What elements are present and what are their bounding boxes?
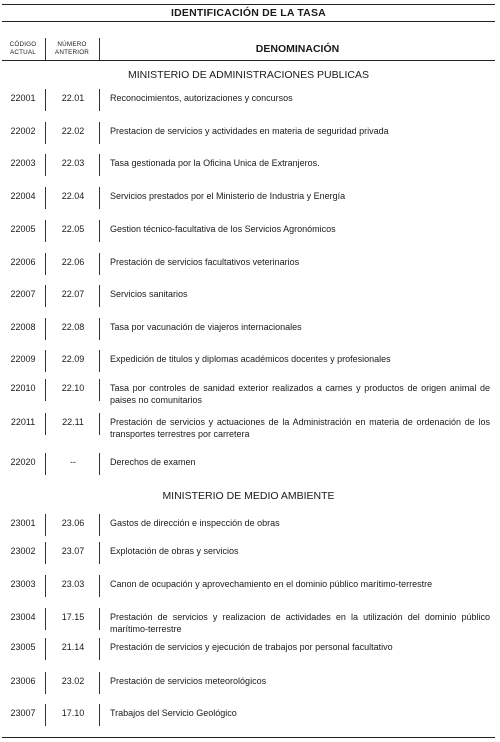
row-previous-number: 22.04	[61, 191, 85, 201]
row-denomination: Derechos de examen	[110, 457, 196, 467]
row-code: 22007	[10, 289, 36, 299]
row-code: 23002	[10, 546, 36, 556]
row-denomination: Tasa gestionada por la Oficina Unica de Extranjeros.	[110, 158, 320, 168]
row-previous-number: 22.05	[61, 224, 85, 234]
row-denomination: Gestion técnico-facultativa de los Servicios Agronómicos	[110, 224, 336, 234]
row-divider-prev	[99, 542, 100, 564]
row-divider-code	[45, 413, 46, 435]
row-denomination: Prestación de servicios y ejecución de trabajos por personal facultativo	[110, 642, 393, 652]
row-divider-prev	[99, 154, 100, 176]
row-previous-number: 22.07	[61, 289, 85, 299]
row-previous-number: 23.06	[61, 518, 85, 528]
row-divider-prev	[99, 575, 100, 597]
row-divider-code	[45, 122, 46, 144]
column-header-row	[2, 38, 495, 61]
row-code: 22009	[10, 354, 36, 364]
row-code: 23005	[10, 642, 36, 652]
row-denomination: Prestación de servicios meteorológicos	[110, 676, 267, 686]
row-denomination: Explotación de obras y servicios	[110, 546, 239, 556]
row-divider-code	[45, 253, 46, 275]
row-divider-code	[45, 704, 46, 726]
row-divider-prev	[99, 672, 100, 694]
row-divider-code	[45, 453, 46, 475]
table-title: IDENTIFICACIÓN DE LA TASA	[2, 5, 495, 22]
row-denomination: Gastos de dirección e inspección de obras	[110, 518, 280, 528]
column-divider-2	[99, 38, 100, 61]
row-divider-code	[45, 318, 46, 340]
row-divider-prev	[99, 285, 100, 307]
row-previous-number: 22.08	[61, 322, 85, 332]
row-denomination: Expedición de titulos y diplomas académicos docentes y profesionales	[110, 354, 391, 364]
row-previous-number: 22.06	[61, 257, 85, 267]
row-denomination: Tasa por controles de sanidad exterior realizados a carnes y productos de origen animal de paises no comunitarios	[110, 383, 490, 405]
row-divider-prev	[99, 220, 100, 242]
row-previous-number: 23.07	[61, 546, 85, 556]
row-denomination: Trabajos del Servicio Geológico	[110, 708, 237, 718]
column-header-code-line2: ACTUAL	[9, 49, 37, 56]
row-divider-code	[45, 220, 46, 242]
section-title: MINISTERIO DE MEDIO AMBIENTE	[162, 490, 335, 502]
row-code: 23003	[10, 579, 36, 589]
row-code: 22011	[10, 417, 36, 427]
row-previous-number: 22.10	[61, 383, 85, 393]
row-previous-number: 22.02	[61, 126, 85, 136]
row-previous-number: 22.09	[61, 354, 85, 364]
row-divider-prev	[99, 638, 100, 660]
row-divider-prev	[99, 413, 100, 435]
row-divider-code	[45, 575, 46, 597]
row-code: 22004	[10, 191, 36, 201]
row-denomination: Canon de ocupación y aprovechamiento en el dominio público marítimo-terrestre	[110, 579, 433, 589]
row-denomination: Reconocimientos, autorizaciones y concursos	[110, 93, 293, 103]
row-code: 23007	[10, 708, 36, 718]
row-divider-prev	[99, 318, 100, 340]
section-title: MINISTERIO DE ADMINISTRACIONES PUBLICAS	[128, 69, 369, 81]
row-divider-code	[45, 154, 46, 176]
row-code: 22010	[10, 383, 36, 393]
row-divider-code	[45, 608, 46, 630]
row-divider-code	[45, 514, 46, 536]
row-divider-code	[45, 89, 46, 111]
row-code: 22001	[10, 93, 36, 103]
row-previous-number: 22.11	[62, 417, 84, 427]
row-denomination: Servicios prestados por el Ministerio de Industria y Energía	[110, 191, 346, 201]
row-denomination: Prestación de servicios y realizacion de actividades en la utilización del dominio público marítimo-terrestre	[110, 612, 490, 634]
row-divider-prev	[99, 253, 100, 275]
column-header-prev-line1: NÚMERO	[57, 41, 87, 48]
row-divider-prev	[99, 350, 100, 372]
column-header-prev-line2: ANTERIOR	[54, 49, 90, 56]
column-divider-1	[45, 38, 46, 61]
column-header-prev	[47, 41, 97, 57]
row-code: 22002	[10, 126, 36, 136]
row-divider-prev	[99, 122, 100, 144]
row-code: 23006	[10, 676, 36, 686]
row-divider-code	[45, 638, 46, 660]
row-code: 22005	[10, 224, 36, 234]
row-divider-code	[45, 542, 46, 564]
row-denomination: Prestación de servicios facultativos veterinarios	[110, 257, 300, 267]
row-divider-code	[45, 187, 46, 209]
row-divider-code	[45, 350, 46, 372]
row-previous-number: 23.02	[61, 676, 85, 686]
row-previous-number: 21.14	[61, 642, 85, 652]
row-divider-prev	[99, 187, 100, 209]
column-header-code-line1: CÓDIGO	[9, 41, 37, 48]
row-denomination: Prestacion de servicios y actividades en materia de seguridad privada	[110, 126, 389, 136]
row-previous-number: 17.15	[61, 612, 85, 622]
row-previous-number: 22.01	[61, 93, 85, 103]
row-divider-prev	[99, 379, 100, 401]
tax-table	[2, 4, 495, 738]
row-divider-code	[45, 672, 46, 694]
row-previous-number: --	[70, 457, 76, 467]
row-divider-prev	[99, 514, 100, 536]
row-code: 22003	[10, 158, 36, 168]
row-divider-prev	[99, 704, 100, 726]
row-denomination: Prestación de servicios y actuaciones de la Administración en materia de ordenación de los transportes terrestres por carretera	[110, 417, 490, 439]
row-previous-number: 23.03	[61, 579, 85, 589]
row-code: 23004	[10, 612, 36, 622]
row-divider-prev	[99, 89, 100, 111]
row-code: 22020	[10, 457, 36, 467]
row-previous-number: 22.03	[61, 158, 85, 168]
row-code: 22006	[10, 257, 36, 267]
row-divider-prev	[99, 453, 100, 475]
row-code: 22008	[10, 322, 36, 332]
row-previous-number: 17.10	[61, 708, 85, 718]
column-header-denomination: DENOMINACIÓN	[255, 43, 340, 55]
row-denomination: Servicios sanitarios	[110, 289, 188, 299]
row-code: 23001	[10, 518, 36, 528]
row-divider-code	[45, 285, 46, 307]
row-divider-code	[45, 379, 46, 401]
column-header-code	[4, 41, 42, 57]
row-divider-prev	[99, 608, 100, 630]
row-denomination: Tasa por vacunación de viajeros internacionales	[110, 322, 302, 332]
